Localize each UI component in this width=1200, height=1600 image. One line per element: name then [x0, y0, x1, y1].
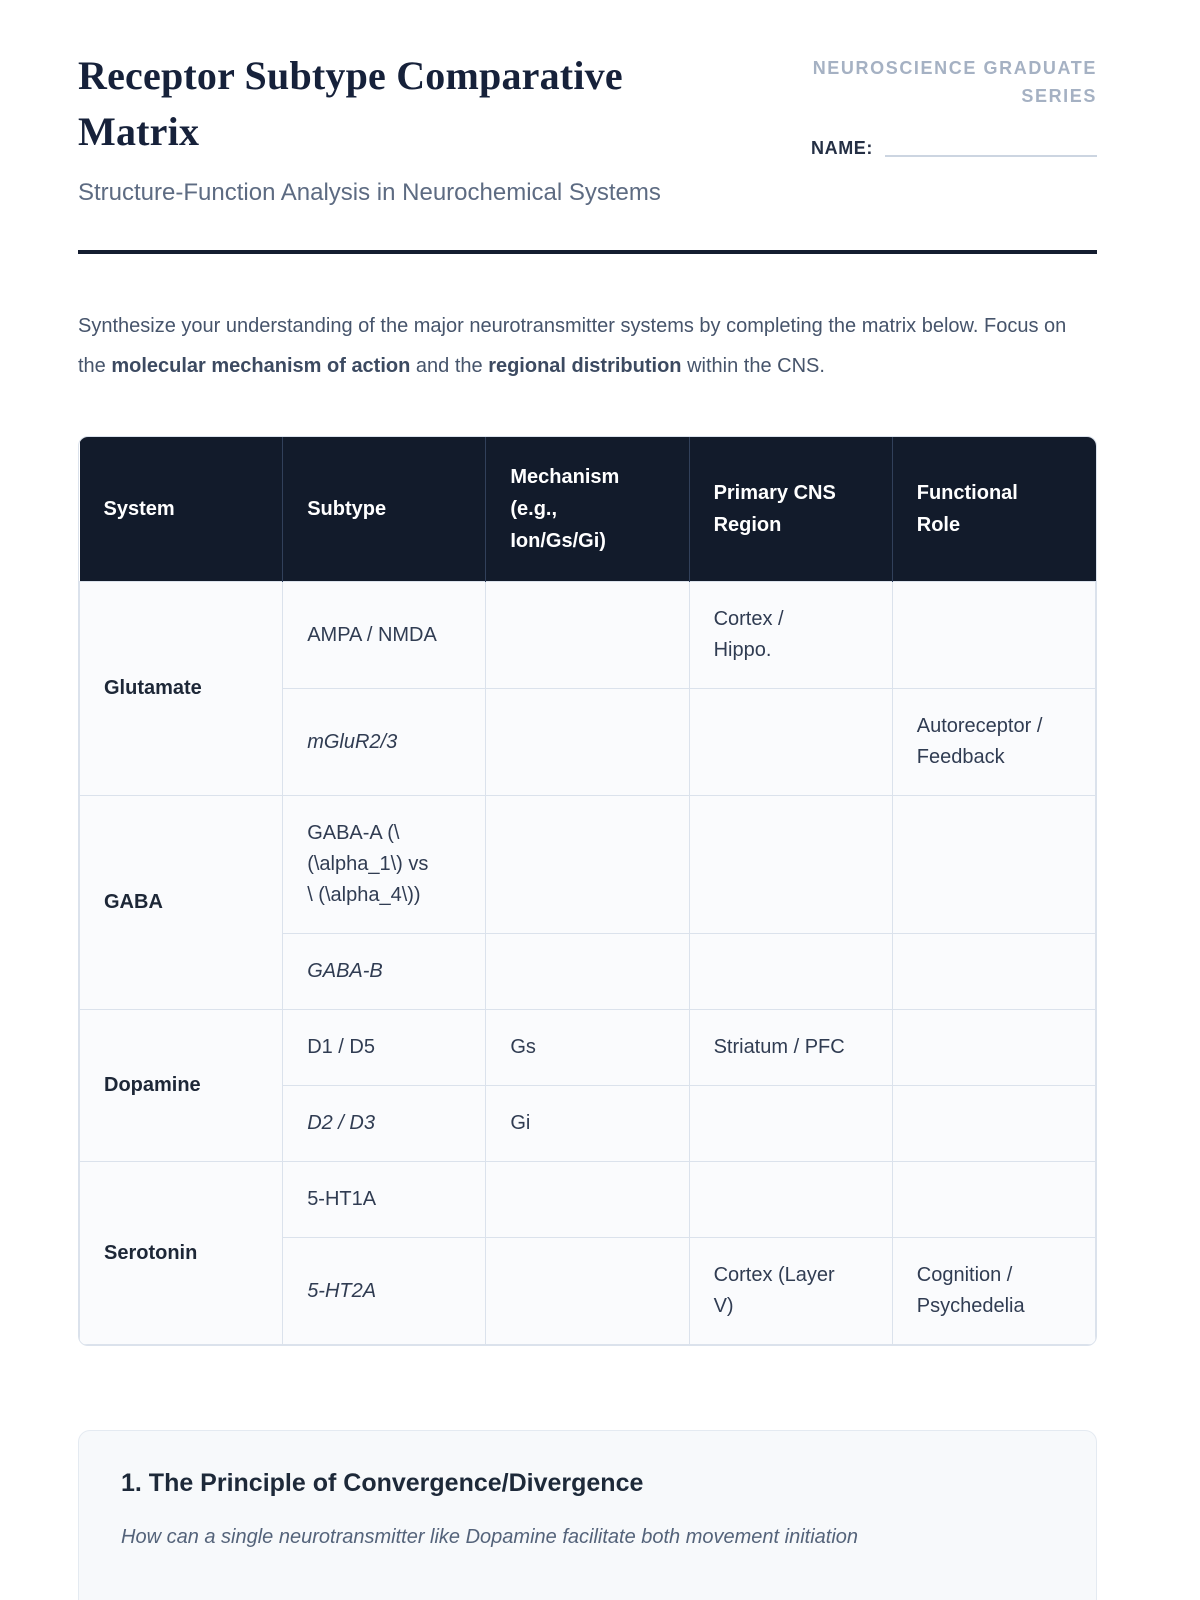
mechanism-cell-empty: [486, 689, 689, 796]
subtype-cell: 5-HT2A: [283, 1238, 486, 1345]
column-header-subtype: Subtype: [283, 437, 486, 582]
table-group-gaba: [80, 796, 1096, 1010]
header-title-block: [78, 48, 723, 212]
table-head: [80, 437, 1096, 582]
region-cell-empty: [689, 934, 892, 1010]
intro-bold-distribution: regional distribution: [488, 355, 682, 377]
mechanism-cell-empty: [486, 582, 689, 689]
column-header-mechanism: Mechanism (e.g., Ion/Gs/Gi): [486, 437, 689, 582]
page-title: Receptor Subtype Comparative Matrix: [78, 53, 623, 154]
role-cell: Autoreceptor / Feedback: [892, 689, 1095, 796]
page-subtitle: Structure-Function Analysis in Neurochemical Systems: [78, 179, 661, 206]
table-group-serotonin: [80, 1162, 1096, 1345]
name-blank-line: [885, 155, 1097, 157]
table-row: [80, 796, 1096, 934]
mechanism-cell-empty: [486, 796, 689, 934]
role-cell-empty: [892, 1086, 1095, 1162]
intro-text: Synthesize your understanding of the major neurotransmitter systems by completing the matrix below. Focus on the: [78, 315, 1067, 377]
system-cell-gaba: GABA: [80, 796, 283, 1010]
system-cell-dopamine: Dopamine: [80, 1010, 283, 1162]
header-divider: [78, 250, 1097, 254]
table-group-glutamate: [80, 582, 1096, 796]
table-group-dopamine: [80, 1010, 1096, 1162]
region-cell-empty: [689, 796, 892, 934]
intro-bold-mechanism: molecular mechanism of action: [111, 355, 411, 377]
document-header: [78, 48, 1097, 212]
column-header-role: Functional Role: [892, 437, 1095, 582]
worksheet-page: [78, 0, 1097, 1600]
series-label: NEUROSCIENCE GRADUATE SERIES: [812, 58, 1097, 106]
table-row: [80, 582, 1096, 689]
table-row: [80, 1010, 1096, 1086]
region-cell-empty: [689, 1086, 892, 1162]
mechanism-cell-empty: [486, 934, 689, 1010]
name-field-row: [811, 138, 1097, 159]
role-cell-empty: [892, 934, 1095, 1010]
receptor-matrix-table: [78, 436, 1097, 1346]
subtype-cell: AMPA / NMDA: [283, 582, 486, 689]
region-cell: Cortex / Hippo.: [689, 582, 892, 689]
region-cell: Striatum / PFC: [689, 1010, 892, 1086]
intro-text-middle: and the: [410, 355, 489, 377]
mechanism-cell: Gs: [486, 1010, 689, 1086]
question-text: How can a single neurotransmitter like Dopamine facilitate both movement initiation: [121, 1526, 859, 1548]
region-cell-empty: [689, 1162, 892, 1238]
intro-text-after: within the CNS.: [681, 355, 825, 377]
subtype-cell: D1 / D5: [283, 1010, 486, 1086]
role-cell-empty: [892, 1162, 1095, 1238]
region-cell: Cortex (Layer V): [689, 1238, 892, 1345]
question-card: [78, 1430, 1097, 1600]
role-cell-empty: [892, 582, 1095, 689]
column-header-system: System: [80, 437, 283, 582]
mechanism-cell: Gi: [486, 1086, 689, 1162]
role-cell: Cognition / Psychedelia: [892, 1238, 1095, 1345]
table-row: [80, 1162, 1096, 1238]
column-header-region: Primary CNS Region: [689, 437, 892, 582]
subtype-cell: GABA-B: [283, 934, 486, 1010]
subtype-cell: GABA-A (\ (\alpha_1\) vs \ (\alpha_4\)): [283, 796, 486, 934]
region-cell-empty: [689, 689, 892, 796]
question-heading: 1. The Principle of Convergence/Divergence: [121, 1469, 644, 1497]
system-cell-serotonin: Serotonin: [80, 1162, 283, 1345]
name-label: NAME:: [811, 138, 873, 158]
system-cell-glutamate: Glutamate: [80, 582, 283, 796]
role-cell-empty: [892, 796, 1095, 934]
header-meta-block: [757, 48, 1097, 159]
subtype-cell: D2 / D3: [283, 1086, 486, 1162]
subtype-cell: 5-HT1A: [283, 1162, 486, 1238]
subtype-cell: mGluR2/3: [283, 689, 486, 796]
mechanism-cell-empty: [486, 1238, 689, 1345]
mechanism-cell-empty: [486, 1162, 689, 1238]
role-cell-empty: [892, 1010, 1095, 1086]
intro-paragraph: [78, 306, 1097, 386]
